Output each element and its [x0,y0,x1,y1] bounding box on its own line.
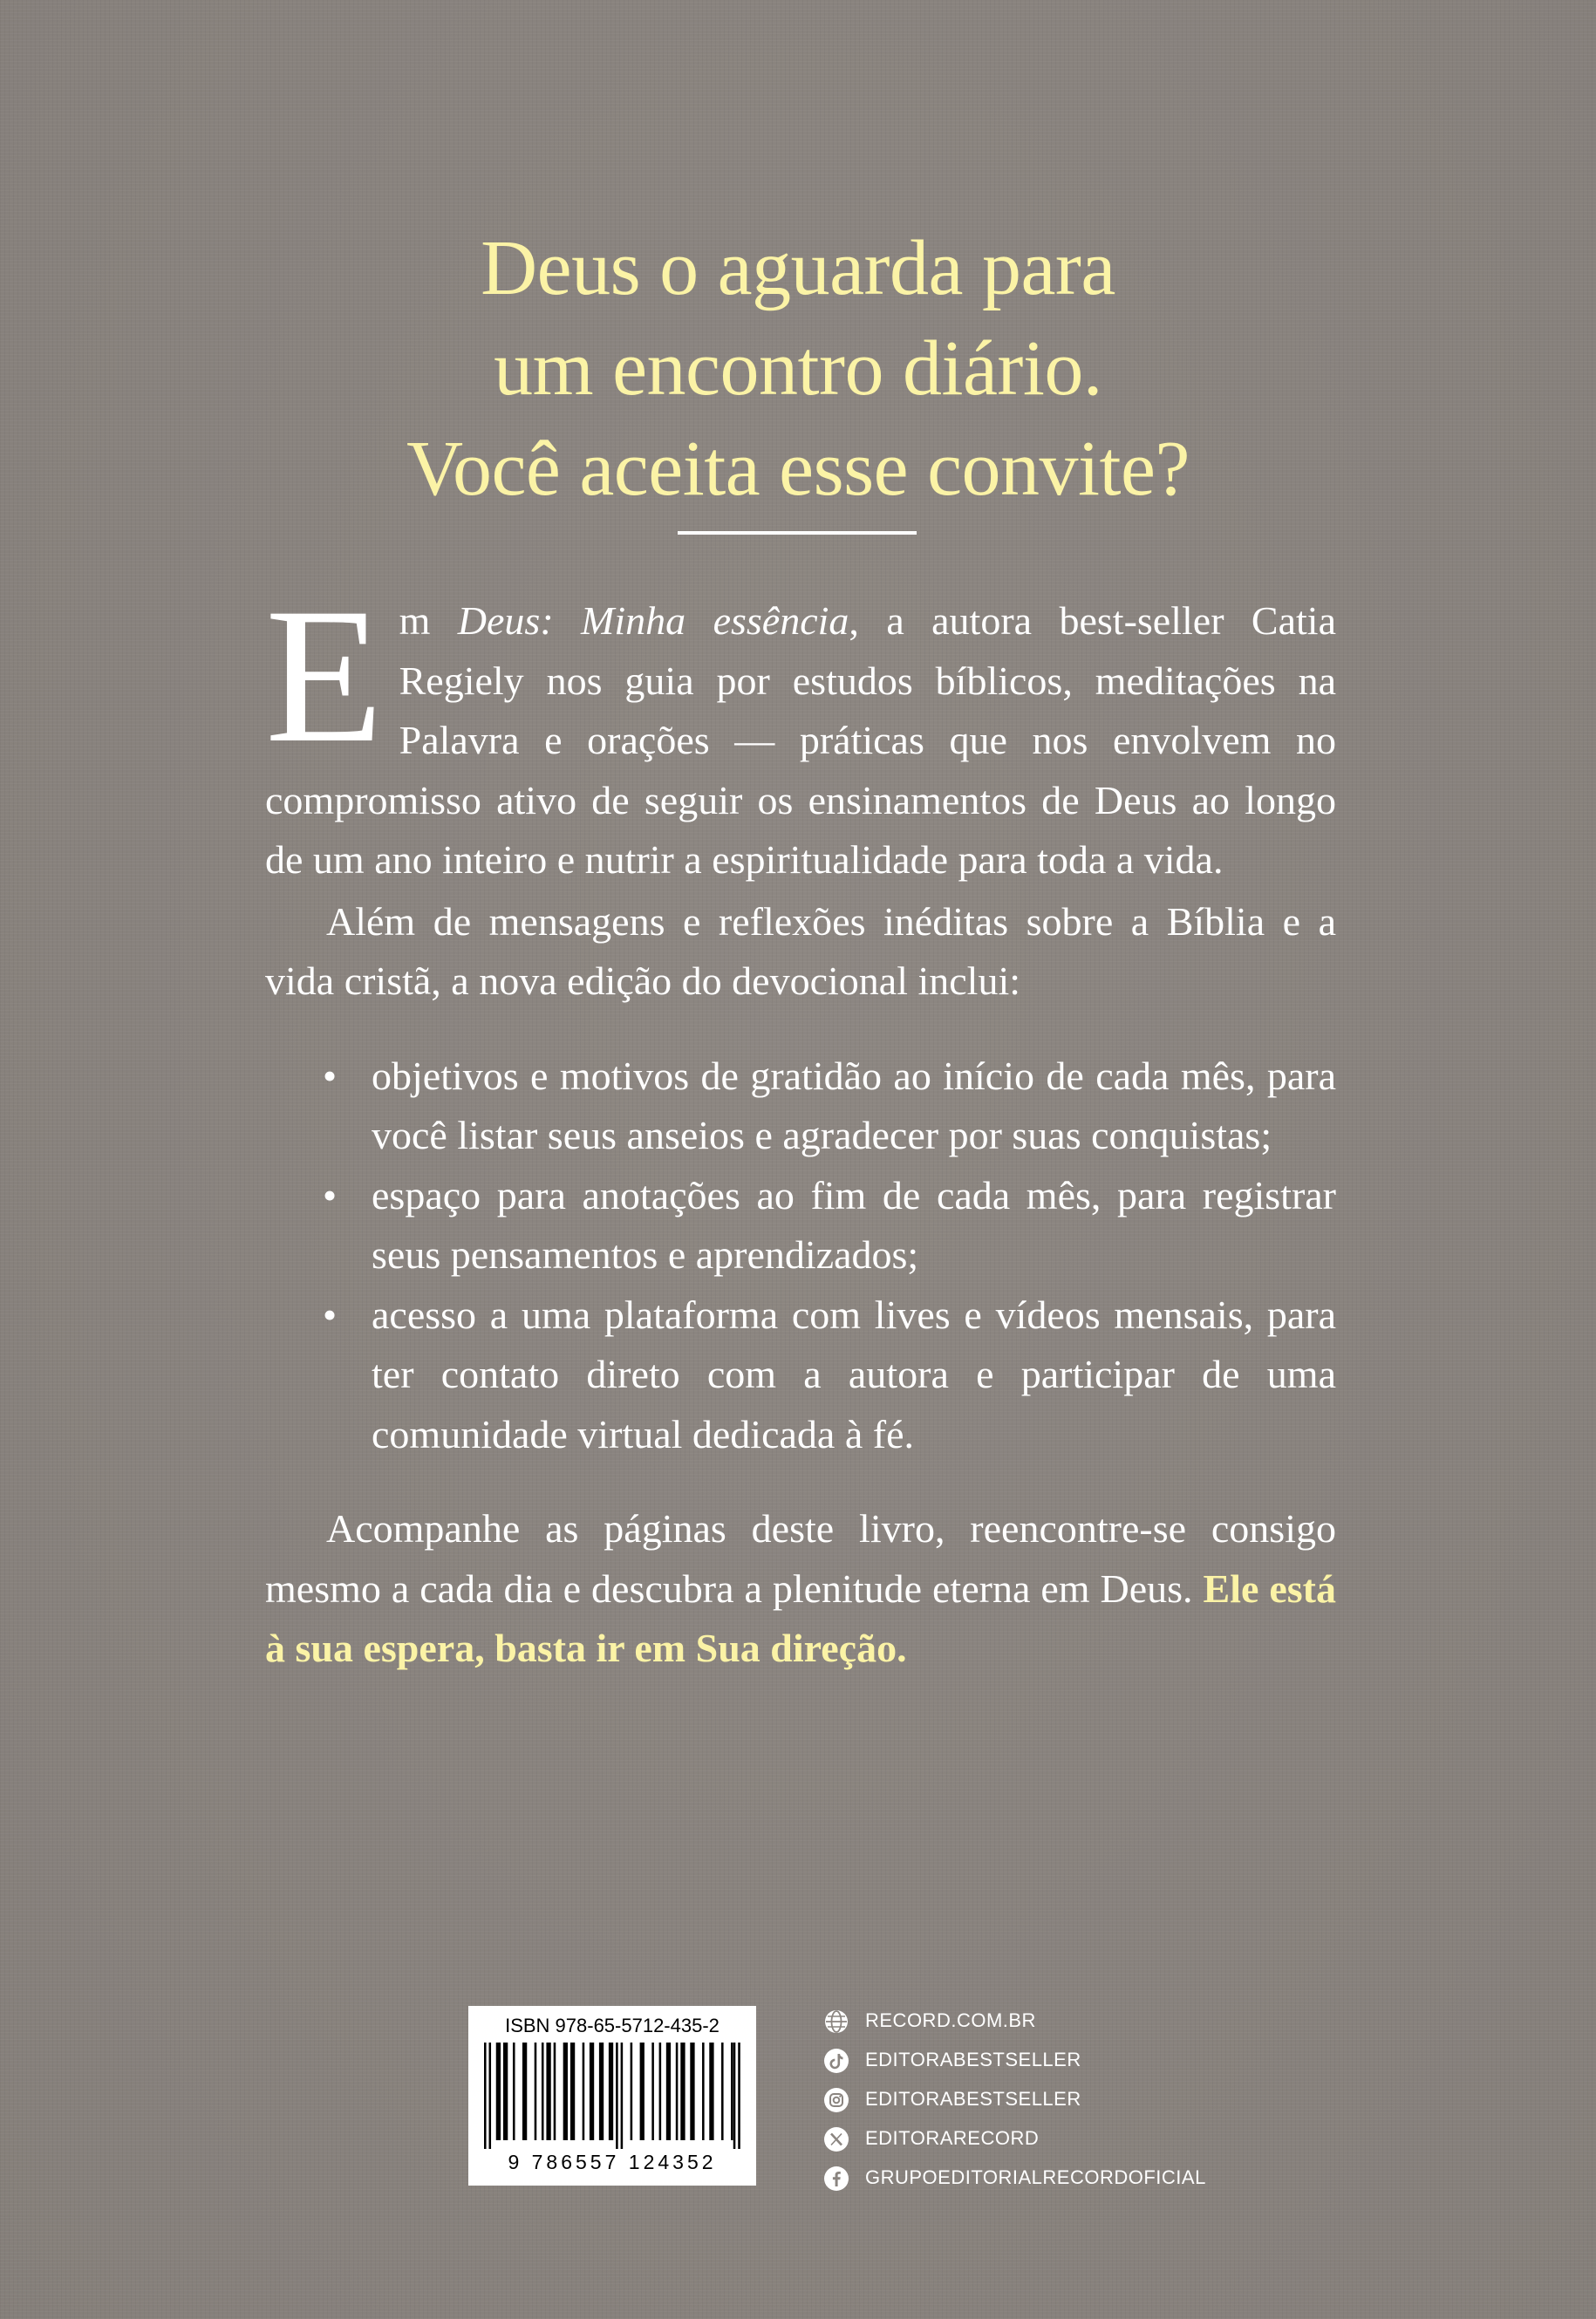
barcode-bar [659,2043,662,2140]
barcode-bar [731,2043,733,2140]
globe-icon [823,2009,849,2035]
list-item [265,1286,1336,1465]
features-list [265,1047,1336,1465]
headline-line-1: Deus o aguarda para [481,225,1115,311]
social-link-label: GRUPOEDITORIALRECORDOFICIAL [865,2166,1206,2188]
barcode-bar [513,2043,515,2140]
barcode-bar [733,2043,736,2149]
list-item [265,1166,1336,1286]
paragraph-1-rest: , a autora best-seller Catia Regiely nos guia por estudos bíblicos, meditações na Palavra e orações — práticas que nos envolvem no compromisso ativo de seguir os ensinamentos de Deus ao longo de um ano inteiro e nutrir a espiritualidade para toda a vida. [265,598,1336,882]
synopsis [265,569,1337,1679]
barcode-digits: 9 786557 124352 [508,2151,717,2173]
barcode-bar [709,2043,713,2140]
list-item [265,1047,1336,1166]
barcode-bar [676,2043,679,2140]
barcode-bar [621,2043,624,2149]
barcode-bar [503,2043,508,2140]
headline-line-3: Você aceita esse convite? [406,426,1190,512]
divider-rule [678,531,917,535]
synopsis-paragraph-2: Além de mensagens e reflexões inéditas sobre a Bíblia e a vida cristã, a nova edição do devocional inclui: [265,898,1336,1003]
barcode-bar [496,2043,501,2140]
instagram-icon [823,2087,849,2113]
barcode-bar [702,2043,705,2140]
barcode-bar [599,2043,604,2140]
isbn-barcode [468,2006,756,2186]
list-item-text: espaço para anotações ao fim de cada mês, para registrar seus pensamentos e aprendizados; [372,1172,1336,1277]
drop-cap: E [265,569,384,783]
tiktok-icon [823,2048,849,2074]
barcode-bar [535,2043,537,2140]
barcode-bar [554,2043,556,2140]
barcode-bars [484,2043,740,2149]
barcode-bar [570,2043,575,2140]
isbn-label: ISBN 978-65-5712-435-2 [505,2015,720,2036]
barcode-bar [721,2043,724,2140]
book-title: Deus: Minha essência [457,598,849,643]
barcode-bar [583,2043,585,2140]
x-icon [823,2126,849,2152]
synopsis-paragraph-1 [265,569,1336,890]
barcode-bar [484,2043,487,2149]
barcode-bar [489,2043,492,2149]
paragraph-1-start: m [399,598,458,643]
list-item-text: objetivos e motivos de gratidão ao início de cada mês, para você listar seus anseios e agradecer por suas conquistas; [372,1053,1336,1157]
list-item-text: acesso a uma plataforma com lives e vídeos mensais, para ter contato direto com a autora e participar de uma comunidade virtual dedicada à fé. [372,1292,1336,1456]
facebook-icon [823,2166,849,2192]
barcode-bar [609,2043,613,2140]
barcode-bar [738,2043,740,2149]
barcode-bar [546,2043,550,2140]
barcode-bar [616,2043,618,2149]
barcode-bar [666,2043,671,2140]
social-link-label: RECORD.COM.BR [865,2009,1036,2031]
barcode-bar [563,2043,568,2140]
closing-highlight: Ele está à sua espera, basta ir em Sua direção. [265,1565,1337,1670]
bullet-dot: • [323,1292,338,1337]
synopsis-paragraph-3 [265,1499,1336,1679]
barcode-bar [631,2043,633,2140]
headline-line-2: um encontro diário. [494,325,1102,412]
barcode-bar [590,2043,594,2140]
barcode-bar [640,2043,645,2140]
social-link-label: EDITORARECORD [865,2127,1040,2149]
social-link-label: EDITORABESTSELLER [865,2049,1081,2070]
bullet-dot: • [323,1172,338,1217]
barcode-bar [651,2043,654,2140]
headline [0,218,1596,519]
barcode-bar [690,2043,694,2140]
paragraph-3-start: Acompanhe as páginas deste livro, reencontre-se consigo mesmo a cada dia e descubra a plenitude eterna em Deus. [265,1506,1336,1611]
barcode-bar [542,2043,544,2140]
barcode-bar [680,2043,685,2140]
social-link-label: EDITORABESTSELLER [865,2088,1081,2110]
barcode-bar [522,2043,527,2140]
bullet-dot: • [323,1053,338,1098]
